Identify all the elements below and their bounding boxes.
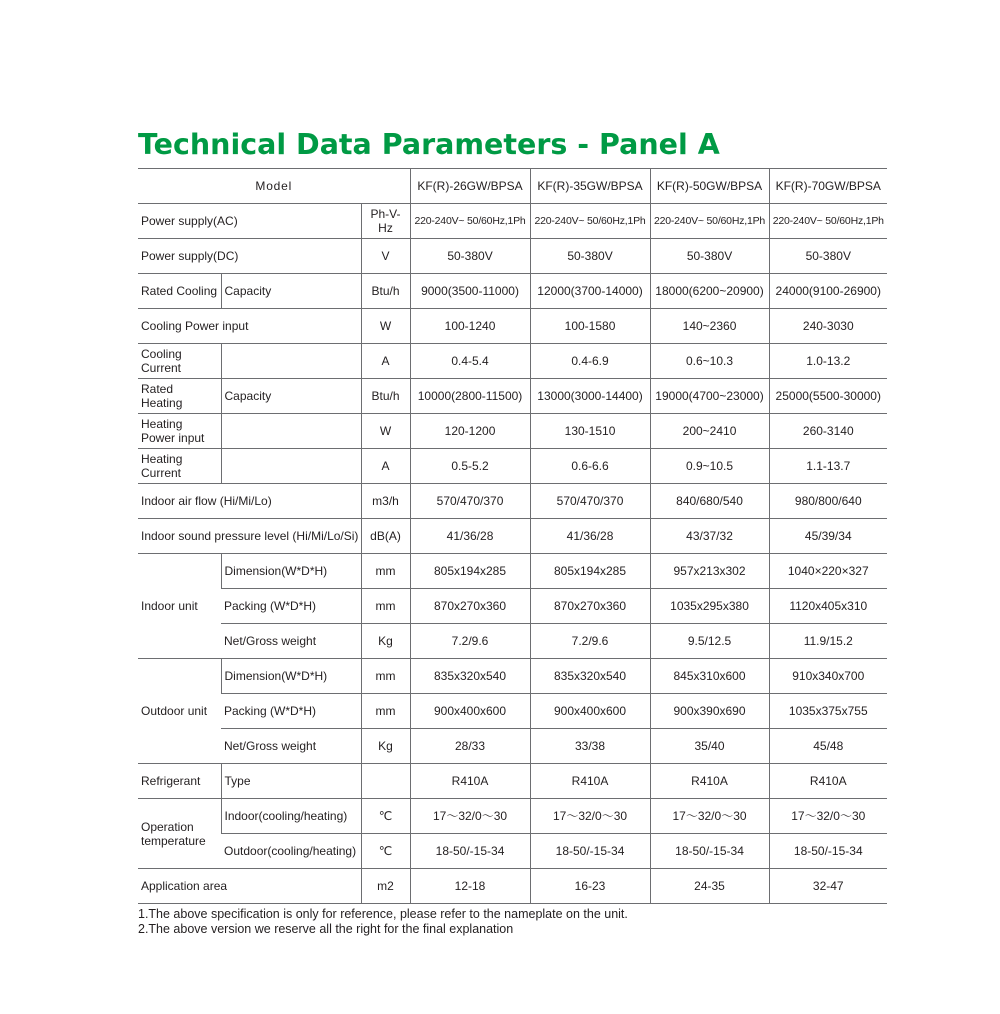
cell-value: 12000(3700-14000) xyxy=(530,274,650,309)
cell-value: 260-3140 xyxy=(769,414,887,449)
cell-value: 805x194x285 xyxy=(410,554,530,589)
table-row xyxy=(138,309,887,344)
row-sublabel: Dimension(W*D*H) xyxy=(221,554,361,589)
cell-value: 840/680/540 xyxy=(650,484,769,519)
row-sublabel: Indoor(cooling/heating) xyxy=(221,799,361,834)
cell-value: 900x390x690 xyxy=(650,694,769,729)
cell-value: 0.5-5.2 xyxy=(410,449,530,484)
cell-value: 50-380V xyxy=(530,239,650,274)
row-sublabel: Packing (W*D*H) xyxy=(221,694,361,729)
cell-value: 220-240V~ 50/60Hz,1Ph xyxy=(769,204,887,239)
table-row xyxy=(138,764,887,799)
model-name: KF(R)-50GW/BPSA xyxy=(650,169,769,204)
model-name: KF(R)-70GW/BPSA xyxy=(769,169,887,204)
cell-value: 870x270x360 xyxy=(410,589,530,624)
table-row xyxy=(138,554,887,589)
cell-value: 12-18 xyxy=(410,869,530,904)
model-name: KF(R)-35GW/BPSA xyxy=(530,169,650,204)
model-header: Model xyxy=(138,169,410,204)
cell-value: 900x400x600 xyxy=(530,694,650,729)
cell-value: 18-50/-15-34 xyxy=(410,834,530,869)
cell-value: 570/470/370 xyxy=(530,484,650,519)
cell-value: 980/800/640 xyxy=(769,484,887,519)
cell-value: 1.1-13.7 xyxy=(769,449,887,484)
cell-value: 35/40 xyxy=(650,729,769,764)
row-unit: ℃ xyxy=(361,834,410,869)
cell-value: 17～32/0～30 xyxy=(769,799,887,834)
empty-cell xyxy=(221,449,361,484)
cell-value: 220-240V~ 50/60Hz,1Ph xyxy=(530,204,650,239)
cell-value: 45/39/34 xyxy=(769,519,887,554)
empty-cell xyxy=(221,344,361,379)
cell-value: 835x320x540 xyxy=(410,659,530,694)
cell-value: 9000(3500-11000) xyxy=(410,274,530,309)
row-sublabel: Capacity xyxy=(221,274,361,309)
row-unit: mm xyxy=(361,554,410,589)
cell-value: 24000(9100-26900) xyxy=(769,274,887,309)
cell-value: 17～32/0～30 xyxy=(650,799,769,834)
model-name: KF(R)-26GW/BPSA xyxy=(410,169,530,204)
group-label-operation-temperature: Operation temperature xyxy=(138,799,221,869)
row-label: Cooling Power input xyxy=(138,309,361,344)
table-row xyxy=(138,694,887,729)
cell-value: 120-1200 xyxy=(410,414,530,449)
cell-value: R410A xyxy=(410,764,530,799)
table-row xyxy=(138,204,887,239)
row-label: Refrigerant xyxy=(138,764,221,799)
row-label: Rated Cooling xyxy=(138,274,221,309)
table-row xyxy=(138,344,887,379)
row-unit: Kg xyxy=(361,624,410,659)
row-sublabel: Capacity xyxy=(221,379,361,414)
table-row xyxy=(138,274,887,309)
row-label: Power supply(DC) xyxy=(138,239,361,274)
cell-value: 100-1580 xyxy=(530,309,650,344)
table-header-row xyxy=(138,169,887,204)
table-row xyxy=(138,414,887,449)
cell-value: 1035x375x755 xyxy=(769,694,887,729)
cell-value: 100-1240 xyxy=(410,309,530,344)
cell-value: 900x400x600 xyxy=(410,694,530,729)
footnote: 1.The above specification is only for reference, please refer to the nameplate on the unit. xyxy=(138,907,628,921)
row-unit xyxy=(361,764,410,799)
row-sublabel: Type xyxy=(221,764,361,799)
row-unit: A xyxy=(361,449,410,484)
cell-value: 10000(2800-11500) xyxy=(410,379,530,414)
cell-value: 45/48 xyxy=(769,729,887,764)
cell-value: R410A xyxy=(530,764,650,799)
row-unit: V xyxy=(361,239,410,274)
cell-value: 0.4-5.4 xyxy=(410,344,530,379)
cell-value: 200~2410 xyxy=(650,414,769,449)
row-sublabel: Net/Gross weight xyxy=(221,729,361,764)
cell-value: 17～32/0～30 xyxy=(530,799,650,834)
table-row xyxy=(138,379,887,414)
row-unit: W xyxy=(361,309,410,344)
row-unit: W xyxy=(361,414,410,449)
cell-value: 0.9~10.5 xyxy=(650,449,769,484)
cell-value: 1120x405x310 xyxy=(769,589,887,624)
table-row xyxy=(138,869,887,904)
cell-value: 0.4-6.9 xyxy=(530,344,650,379)
cell-value: 220-240V~ 50/60Hz,1Ph xyxy=(410,204,530,239)
cell-value: 17～32/0～30 xyxy=(410,799,530,834)
cell-value: 33/38 xyxy=(530,729,650,764)
cell-value: 13000(3000-14400) xyxy=(530,379,650,414)
group-label-indoor-unit: Indoor unit xyxy=(138,554,221,659)
row-unit: ℃ xyxy=(361,799,410,834)
cell-value: 1035x295x380 xyxy=(650,589,769,624)
row-unit: Btu/h xyxy=(361,274,410,309)
cell-value: 1.0-13.2 xyxy=(769,344,887,379)
cell-value: 18-50/-15-34 xyxy=(769,834,887,869)
cell-value: 50-380V xyxy=(769,239,887,274)
cell-value: 24-35 xyxy=(650,869,769,904)
row-label: Indoor air flow (Hi/Mi/Lo) xyxy=(138,484,361,519)
cell-value: 28/33 xyxy=(410,729,530,764)
cell-value: 910x340x700 xyxy=(769,659,887,694)
cell-value: 41/36/28 xyxy=(410,519,530,554)
row-label: Rated Heating xyxy=(138,379,221,414)
row-label: Cooling Current xyxy=(138,344,221,379)
row-unit: mm xyxy=(361,694,410,729)
table-row xyxy=(138,624,887,659)
table-row xyxy=(138,659,887,694)
cell-value: 16-23 xyxy=(530,869,650,904)
row-unit: mm xyxy=(361,589,410,624)
cell-value: 7.2/9.6 xyxy=(410,624,530,659)
row-unit: dB(A) xyxy=(361,519,410,554)
group-label-outdoor-unit: Outdoor unit xyxy=(138,659,221,764)
row-unit: Kg xyxy=(361,729,410,764)
table-row xyxy=(138,449,887,484)
cell-value: 805x194x285 xyxy=(530,554,650,589)
cell-value: 240-3030 xyxy=(769,309,887,344)
row-label: Heating Power input xyxy=(138,414,221,449)
cell-value: 220-240V~ 50/60Hz,1Ph xyxy=(650,204,769,239)
cell-value: 9.5/12.5 xyxy=(650,624,769,659)
cell-value: 32-47 xyxy=(769,869,887,904)
cell-value: 7.2/9.6 xyxy=(530,624,650,659)
cell-value: 19000(4700~23000) xyxy=(650,379,769,414)
table-row xyxy=(138,239,887,274)
cell-value: 25000(5500-30000) xyxy=(769,379,887,414)
page-title: Technical Data Parameters - Panel A xyxy=(138,128,720,161)
cell-value: 870x270x360 xyxy=(530,589,650,624)
row-unit: Ph-V-Hz xyxy=(361,204,410,239)
row-label: Application area xyxy=(138,869,361,904)
row-sublabel: Packing (W*D*H) xyxy=(221,589,361,624)
cell-value: 0.6~10.3 xyxy=(650,344,769,379)
cell-value: 140~2360 xyxy=(650,309,769,344)
spec-table xyxy=(138,168,887,904)
cell-value: 957x213x302 xyxy=(650,554,769,589)
cell-value: 11.9/15.2 xyxy=(769,624,887,659)
footnote: 2.The above version we reserve all the right for the final explanation xyxy=(138,921,514,936)
row-unit: mm xyxy=(361,659,410,694)
row-unit: m2 xyxy=(361,869,410,904)
row-sublabel: Outdoor(cooling/heating) xyxy=(221,834,361,869)
cell-value: 18-50/-15-34 xyxy=(530,834,650,869)
table-row xyxy=(138,519,887,554)
cell-value: 1040×220×327 xyxy=(769,554,887,589)
cell-value: 835x320x540 xyxy=(530,659,650,694)
cell-value: 43/37/32 xyxy=(650,519,769,554)
table-row xyxy=(138,589,887,624)
cell-value: 18000(6200~20900) xyxy=(650,274,769,309)
row-unit: A xyxy=(361,344,410,379)
cell-value: 130-1510 xyxy=(530,414,650,449)
cell-value: 18-50/-15-34 xyxy=(650,834,769,869)
cell-value: 50-380V xyxy=(650,239,769,274)
footnotes xyxy=(138,907,628,936)
cell-value: R410A xyxy=(769,764,887,799)
table-row xyxy=(138,799,887,834)
table-row xyxy=(138,484,887,519)
row-sublabel: Net/Gross weight xyxy=(221,624,361,659)
row-unit: Btu/h xyxy=(361,379,410,414)
row-sublabel: Dimension(W*D*H) xyxy=(221,659,361,694)
empty-cell xyxy=(221,414,361,449)
cell-value: 570/470/370 xyxy=(410,484,530,519)
table-row xyxy=(138,834,887,869)
row-label: Power supply(AC) xyxy=(138,204,361,239)
row-label: Heating Current xyxy=(138,449,221,484)
cell-value: 50-380V xyxy=(410,239,530,274)
row-unit: m3/h xyxy=(361,484,410,519)
table-row xyxy=(138,729,887,764)
cell-value: 845x310x600 xyxy=(650,659,769,694)
cell-value: R410A xyxy=(650,764,769,799)
cell-value: 0.6-6.6 xyxy=(530,449,650,484)
row-label: Indoor sound pressure level (Hi/Mi/Lo/Si) xyxy=(138,519,361,554)
cell-value: 41/36/28 xyxy=(530,519,650,554)
